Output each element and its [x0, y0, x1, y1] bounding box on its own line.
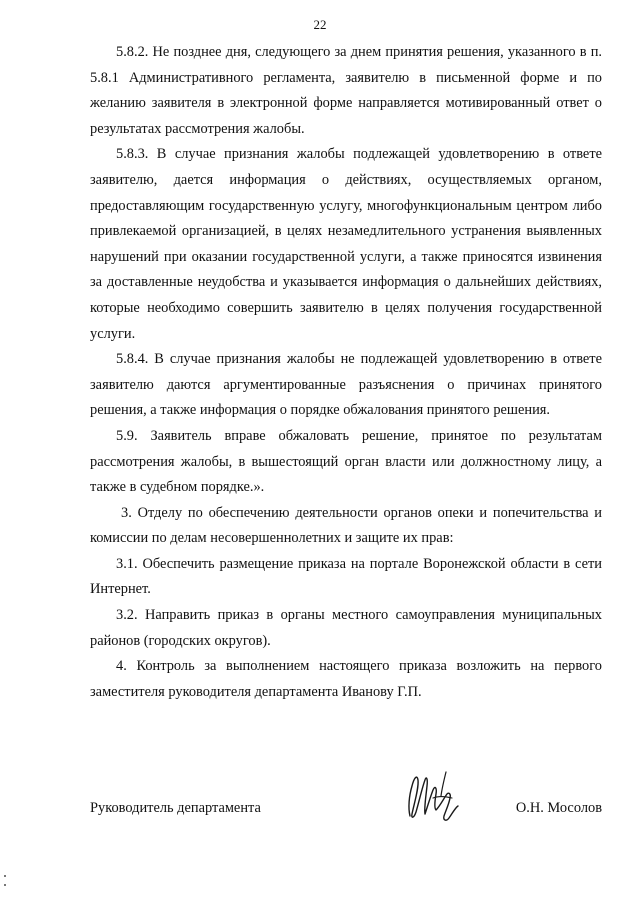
signer-name: О.Н. Мосолов	[515, 800, 602, 816]
paragraph-5-9: 5.9. Заявитель вправе обжаловать решение, принятое по результатам рассмотрения жалобы, в вышестоящий орган власти или должностному лицу, а также в судебном порядке.».	[90, 427, 602, 496]
paragraph-4: 4. Контроль за выполнением настоящего приказа возложить на первого заместителя руководителя департамента Иванову Г.П.	[90, 658, 602, 700]
paragraph-3-1: 3.1. Обеспечить размещение приказа на портале Воронежской области в сети Интернет.	[90, 555, 602, 598]
scan-artifact	[4, 875, 6, 877]
scan-artifact	[4, 884, 6, 886]
handwritten-signature-icon	[400, 758, 466, 828]
signer-title: Руководитель департамента	[90, 800, 261, 816]
document-body	[90, 40, 602, 705]
page-number: 22	[313, 17, 327, 32]
paragraph-3-2: 3.2. Направить приказ в органы местного самоуправления муниципальных районов (городских округов).	[90, 607, 602, 649]
paragraph-5-8-4: 5.8.4. В случае признания жалобы не подлежащей удовлетворению в ответе заявителю даются аргументированные разъяснения о причинах принятого решения, а также информация о порядке обжалования принятого решения.	[90, 351, 602, 419]
paragraph-3: 3. Отделу по обеспечению деятельности органов опеки и попечительства и комиссии по делам несовершеннолетних и защите их прав:	[90, 504, 602, 547]
signature-block	[90, 795, 602, 821]
paragraph-5-8-3: 5.8.3. В случае признания жалобы подлежащей удовлетворению в ответе заявителю, дается информация о действиях, осуществляемых органом, предоставляющим государственную услугу, многофункциональным центром либо привлекаемой организацией, в целях незамедлительного устранения выявленных нарушений при оказании государственной услуги, а также приносятся извинения за доставленные неудобства и указывается информация о дальнейших действиях, которые необходимо совершить заявителю в целях получения государственной услуги.	[90, 146, 602, 342]
paragraph-5-8-2: 5.8.2. Не позднее дня, следующего за днем принятия решения, указанного в п. 5.8.1 Административного регламента, заявителю в письменной форме и по желанию заявителя в электронной форме направляется мотивированный ответ о результатах рассмотрения жалобы.	[90, 44, 602, 137]
